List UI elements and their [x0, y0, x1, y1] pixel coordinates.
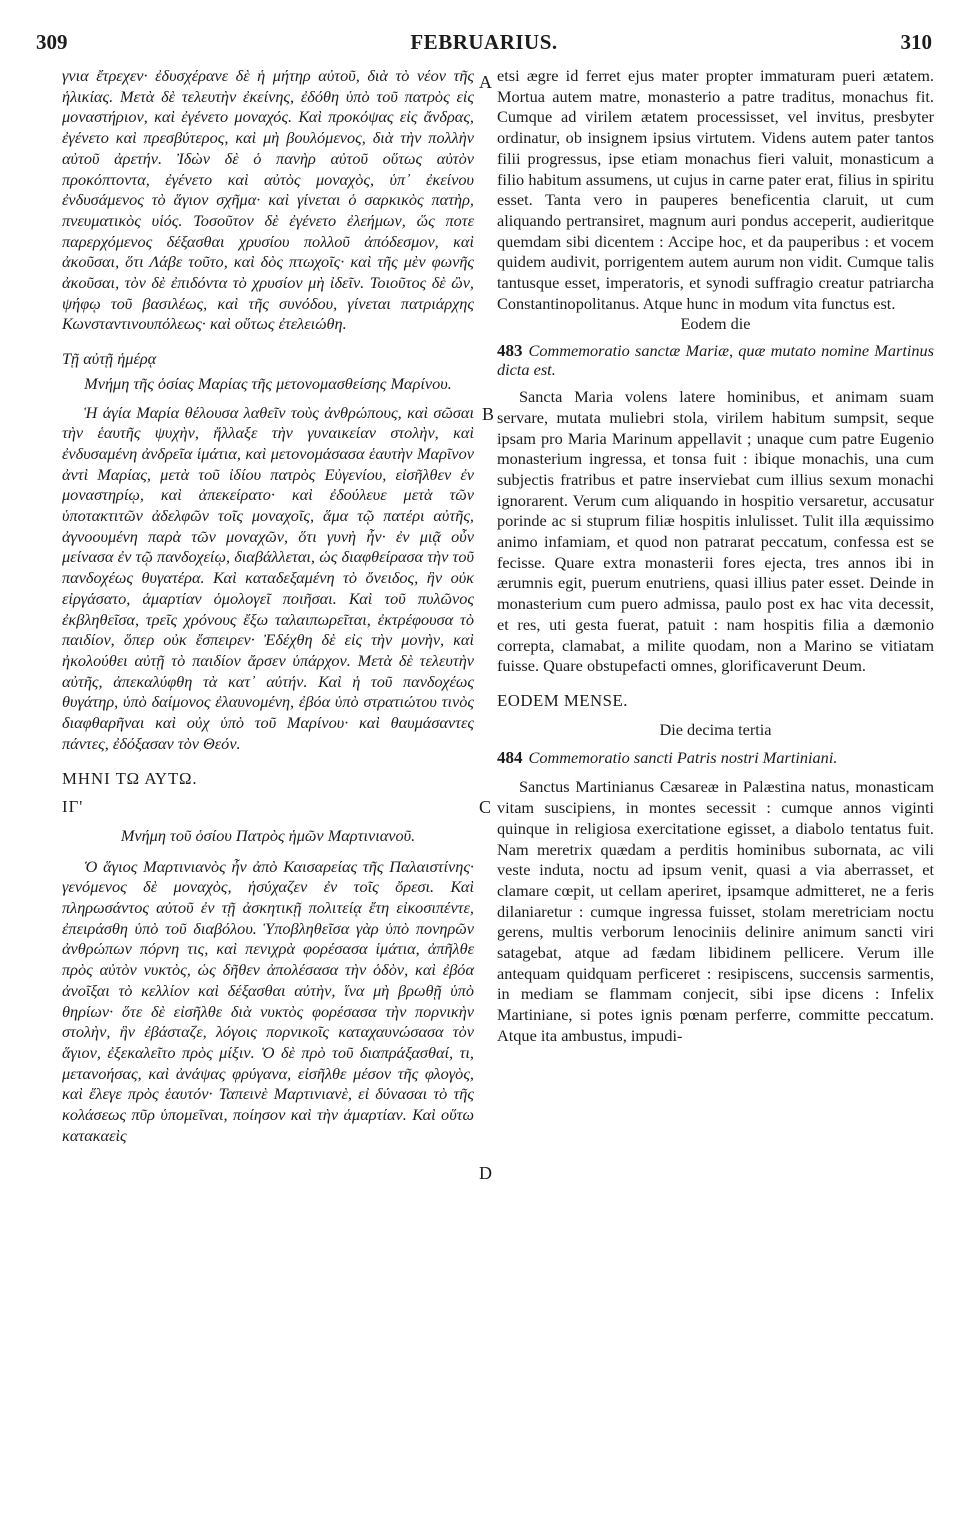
greek-commemoration-heading: Μνήμη τῆς ὁσίας Μαρίας τῆς μετονομασθείσης Μαρίνου. [84, 373, 452, 393]
margin-letter-b: B [482, 404, 495, 424]
latin-same-day-heading: Eodem die [680, 314, 751, 334]
greek-same-day-heading: Τῇ αὐτῇ ἡμέρᾳ [62, 349, 157, 369]
latin-paragraph: etsi ægre id ferret ejus mater propter immaturam pueri ætatem. Mortua autem matre, monasterio a patre traditus, monachus fit. Cumque ad virilem ætatem processisset, vel invitus, presbyter ordinatur, ob insignem ipsius virtutem. Videns autem pater tantos filii progressus, ipse etiam monachus fieri valuit, monasticum a filio habitum assumens, ut cujus in carne pater erat, filius in spiritu esset. Tanta vero in pauperes beneficentia claruit, ut cum aliquando pertransiret, magnum auri pondus acceperit, audieritque quemdam sibi dicentem : Accipe hoc, et da pauperibus : et vocem quidem audivit, porrigentem autem aurum non vidit. Cumque talis tantusque esset, imperatoris, et synodi suffragio creatur patriarcha Constantinopolitanus. Atque hunc in modum vita functus est. [497, 66, 934, 313]
latin-day-heading: Die decima tertia [659, 719, 772, 739]
greek-commemoration-heading: Μνήμη τοῦ ὁσίου Πατρὸς ἡμῶν Μαρτινιανοῦ. [120, 825, 416, 845]
greek-day-numeral: ΙΓ' [62, 797, 84, 817]
latin-column [497, 66, 934, 1047]
running-title: FEBRUARIUS. [410, 30, 558, 54]
margin-letter-c: C [479, 797, 492, 817]
greek-paragraph: Ὁ ἅγιος Μαρτινιανὸς ἦν ἀπὸ Καισαρείας τῆς Παλαιστίνης· γενόμενος δὲ μοναχὸς, ἡσύχαζεν ἐν τοῖς ὄρεσι. Καὶ πληρωσάντος αὐτοῦ ἐν τῇ ἀσκητικῇ πολιτείᾳ ἔτη εἰκοσιπέντε, ἐπειράσθη ὑπὸ τοῦ διαβόλου. Ὑποβληθεῖσα γὰρ ὑπὸ πονηρῶν ἀνθρώπων πόρνη τις, καὶ πενιχρὰ φορέσασα ἱμάτια, ἀπῆλθε πρὸς αὐτὸν νυκτὸς, ὡς δῆθεν ἀπολέσασα τὴν ὁδὸν, καὶ ἐβόα ἀνοῖξαι τὸ κελλίον καὶ δέξασθαι αὐτὴν, ἵνα μὴ βρωθῇ ὑπὸ θηρίων· ὅτε δὲ εἰσῆλθε διὰ νυκτὸς φορέσασα τὴν πορνικὴν στολὴν, ἣν ἐβάσταζε, λόγοις πορνικοῖς καταχαυνώσασα τὸν ἅγιον, ἐξεκαλεῖτο πρὸς μίξιν. Ὁ δὲ πρὸ τοῦ διαπράξασθαί, τι, μετανοήσας, καὶ ἀνάψας φρύγανα, εἰσῆλθε μέσον τῆς φλογὸς, καὶ ἔλεγε πρὸς ἑαυτόν· Ταπεινὲ Μαρτινιανὲ, εἰ δύνασαι τὸ τῆς κολάσεως πῦρ ὑπομεῖναι, ποίησον καὶ τὴν ἁμαρτίαν. Καὶ οὕτω κατακαεὶς [62, 856, 474, 1145]
greek-paragraph: γνια ἔτρεχεν· ἐδυσχέρανε δὲ ἡ μήτηρ αὐτοῦ, διὰ τὸ νέον τῆς ἡλικίας. Μετὰ δὲ τελευτὴν ἐκείνης, ἐδόθη ὑπὸ τοῦ πατρὸς εἰς μοναστήριον, καὶ ἐγένετο μοναχός. Καὶ προκόψας εἰς ἄνδρας, ἐγένετο καὶ πρεσβύτερος, καὶ μὴ βουλόμενος, διὰ τὴν πολλὴν αὐτοῦ ἀρετήν. Ἰδὼν δὲ ὁ πανὴρ αὐτοῦ οὕτως αὐτὸν προκόπτοντα, ἐγένετο καὶ αὐτὸς μοναχὸς, ὑπ᾽ ἐκείνου ἐνδυσάμενος τὸ ἅγιον σχῆμα· καὶ γίνεται ὁ σαρκικὸς πατὴρ, πνευματικὸς υἱός. Τοσοῦτον δὲ ἐγένετο ἐλεήμων, ὥς ποτε παρερχόμενος δέξασθαι χρυσίου πολλοῦ ἀπόδεσμον, καὶ ἀκοῦσαι, ὅτι Λάβε τοῦτο, καὶ δὸς πτωχοῖς· καὶ τῆς μὲν φωνῆς ἀκοῦσαι, τὸν δὲ ἐπιδόντα τὸ χρυσίον μὴ ἰδεῖν. Τοιοῦτος δὲ ὢν, ψήφῳ τοῦ βασιλέως, καὶ τῆς συνόδου, γίνεται πατριάρχης Κωνσταντινουπόλεως· καὶ οὕτως ἐτελειώθη. [62, 66, 474, 334]
page-number-left: 309 [36, 30, 68, 54]
commemoration-title: Commemoratio sancti Patris nostri Martiniani. [528, 748, 838, 768]
latin-month-heading: EODEM MENSE. [497, 690, 628, 710]
commemoration-title: Commemoratio sanctæ Mariæ, quæ mutato nomine Martinus dicta est. [497, 341, 934, 380]
entry-number: 484 [497, 748, 523, 768]
entry-number: 483 [497, 341, 523, 361]
greek-column [62, 66, 474, 1146]
latin-paragraph: Sanctus Martinianus Cæsareæ in Palæstina natus, monasticam vitam suscipiens, in montes secessit : cumque annos viginti quinque in religiosa exercitatione egisset, a diabolo tentatus fuit. Nam meretrix quædam a perditis hominibus subornata, ac vili veste induta, noctu ad ipsum venit, quasi a via aberrasset, et clamare cœpit, ut cellam aperiret, ipsamque admitteret, ne a feris dilaniaretur : cumque ingressa fuisset, stolam meretriciam noctu gerens, multis verborum lenociniis delinire animum sancti viri satagebat, atque ad fædam libidinem pellicere. Verum ille antequam quidquam perficeret : resipiscens, succensis sarmentis, in mediam se flammam conjecit, sibi ipse dicens : Infelix Martiniane, si potes ignis pœnam perferre, committe peccatum. Atque ita ambustus, impudi- [497, 777, 934, 1045]
page-header [36, 30, 932, 60]
latin-commemoration-heading [497, 341, 934, 379]
latin-paragraph: Sancta Maria volens latere hominibus, et animam suam servare, mutata muliebri stola, virilem habitum sumpsit, seque ipsam pro Maria Marinum appellavit ; unaque cum patre Eugenio monasterium ingressa, et tonsa fuit : ibique monachis, una cum subjectis fratribus et patre inserviebat cum illius sexum monachi ignorarent. Verum cum aliquando in hospitio versaretur, accusatur porinde ac si stuprum filiæ hospitis inlulisset. Tulit illa æquissimo animo infamiam, et quod non patrarat peccatum, confessa est se fecisse. Quare extra monasterii fores ejecta, tres annos ibi in ærumnis egit, puerum enutriens, quasi illius pater esset. Deinde in monasterium cum puero admissa, paulo post ex hac vita decessit, et res, uti gesta fuerat, patuit : nam hospitis filia a dæmonio correpta, clamabat, a milite quodam, non a Marino se vitiatam fuisse. Quare obstupefacti omnes, glorificaverunt Deum. [497, 387, 934, 676]
latin-commemoration-heading [497, 748, 934, 767]
margin-letter-a: A [479, 72, 492, 92]
greek-month-heading: ΜΗΝΙ ΤΩ ΑΥΤΩ. [62, 768, 198, 788]
greek-paragraph: Ἡ ἁγία Μαρία θέλουσα λαθεῖν τοὺς ἀνθρώπους, καὶ σῶσαι τὴν ἑαυτῆς ψυχὴν, ἤλλαξε τὴν γυναικείαν στολὴν, καὶ ἐνδυσαμένη ἀνδρεῖα ἱμάτια, καὶ μετονομάσασα ἑαυτὴν Μαρῖνον ἀντὶ Μαρίας, μετὰ τοῦ ἰδίου πατρὸς Εὐγενίου, εἰσῆλθεν ἐν μοναστηρίῳ, καὶ ἀπεκείρατο· καὶ ἐδούλευε μετὰ τῶν ὑποτακτιτῶν ἀδελφῶν τοῖς μοναχοῖς, ἅμα τῷ πατέρι αὐτῆς, ἀγνοουμένη παρὰ τῶν μοναχῶν, ὅτι γυνὴ ἦν· ἐν μιᾷ οὖν μείνασα ἐν τῷ πανδοχείῳ, διαβάλλεται, ὡς διαφθείρασα τὴν τοῦ πανδοχέως θυγατέρα. Καὶ καταδεξαμένη τὸ ὄνειδος, ἣν οὐκ εἰργάσατο, ἁμαρτίαν ὁμολογεῖ ποιῆσαι. Καὶ τοῦ πυλῶνος ἐκβληθεῖσα, τρεῖς χρόνους ἔξω ταλαιπωρεῖται, ἐκτρέφουσα τὸ παιδίον, ὅπερ οὐκ ἔσπειρεν· Ἐδέχθη δὲ εἰς τὴν μονὴν, καὶ ἠκολούθει αὐτῇ τὸ παιδίον ἄρσεν ὑπάρχον. Μετὰ δὲ τελευτὴν αὐτῆς, ἀπεκαλύφθη τὰ κατ᾽ αὐτήν. Καὶ ἡ τοῦ πανδοχέως θυγάτηρ, ὑπὸ δαίμονος ἐλαυνομένη, ἐβόα ὑπὸ στρατιώτου τινὸς διαφθαρῆναι καὶ οὐχ ὑπὸ τοῦ Μαρίνου· καὶ θαυμάσαντες πάντες, ἐδόξασαν τὸν Θεόν. [62, 402, 474, 753]
margin-letter-d: D [479, 1163, 492, 1183]
page-number-right: 310 [900, 30, 932, 54]
